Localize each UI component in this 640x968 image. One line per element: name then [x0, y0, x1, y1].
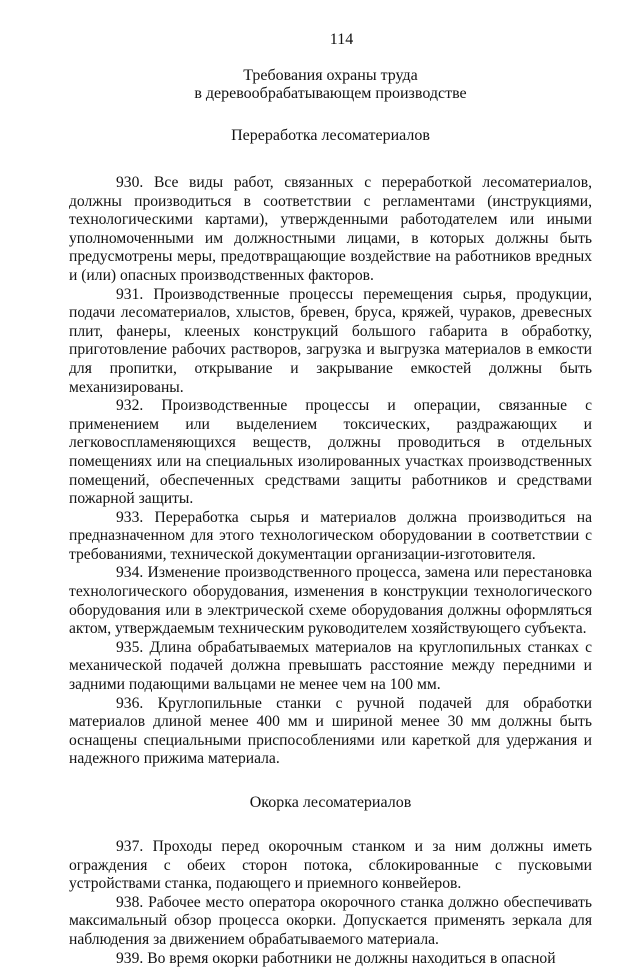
section-heading-debarking: Окорка лесоматериалов	[249, 794, 412, 811]
paragraph-937: 937. Проходы перед окорочным станком и за ним должны иметь ограждения с обеих сторон потока, сблокированные с пусковыми устройствами станка, подающего и приемного конвейеров.	[69, 838, 592, 893]
document-title-line-1: Требования охраны труда	[243, 67, 418, 84]
paragraph-931: 931. Производственные процессы перемещения сырья, продукции, подачи лесоматериалов, хлыстов, бревен, бруса, кряжей, чураков, древесных плит, фанеры, клееных конструкций большого габарита в обработку, приготовление рабочих растворов, загрузка и выгрузка материалов в емкости для пропитки, открывание и закрывание емкостей должны быть механизированы.	[69, 285, 592, 396]
paragraph-930: 930. Все виды работ, связанных с переработкой лесоматериалов, должны производиться в соответствии с регламентами (инструкциями, технологическими картами), утвержденными работодателем или иными уполномоченными им должностными лицами, в которых должны быть предусмотрены меры, предотвращающие воздействие на работников вредных и (или) опасных производственных факторов.	[69, 174, 592, 284]
paragraph-932: 932. Производственные процессы и операции, связанные с применением или выделением токсических, раздражающих и легковоспламеняющихся веществ, должны проводиться в отдельных помещениях или на специальных изолированных участках производственных помещений, обеспеченных средствами защиты работников и средствами пожарной защиты.	[69, 397, 592, 508]
paragraph-936: 936. Круглопильные станки с ручной подачей для обработки материалов длиной менее 400 мм и шириной менее 30 мм должны быть оснащены специальными приспособлениями или кареткой для удержания и надежного прижима материала.	[69, 694, 592, 768]
document-title	[69, 67, 592, 103]
paragraph-935: 935. Длина обрабатываемых материалов на круглопильных станках с механической подачей должна превышать расстояние между передними и задними подающими вальцами не менее чем на 100 мм.	[69, 638, 592, 694]
document-title-line-2: в деревообрабатывающем производстве	[194, 85, 467, 102]
paragraph-934: 934. Изменение производственного процесса, замена или перестановка технологического оборудования, изменения в конструкции технологического оборудования или в электрической схеме оборудования должны оформляться актом, утверждаемым техническим руководителем хозяйствующего субъекта.	[69, 564, 592, 638]
section-lumber-processing	[69, 174, 592, 769]
paragraph-933: 933. Переработка сырья и материалов должна производиться на предназначенном для этого технологическом оборудовании в соответствии с требованиями, технической документации организации-изготовителя.	[69, 508, 592, 563]
paragraph-938: 938. Рабочее место оператора окорочного станка должно обеспечивать максимальный обзор процесса окорки. Допускается применять зеркала для наблюдения за движением обрабатываемого материала.	[69, 893, 592, 948]
section-debarking	[69, 838, 592, 968]
paragraph-939: 939. Во время окорки работники не должны находиться в опасной	[116, 949, 556, 967]
section-heading-lumber-processing: Переработка лесоматериалов	[231, 127, 430, 144]
page-number: 114	[329, 31, 354, 48]
